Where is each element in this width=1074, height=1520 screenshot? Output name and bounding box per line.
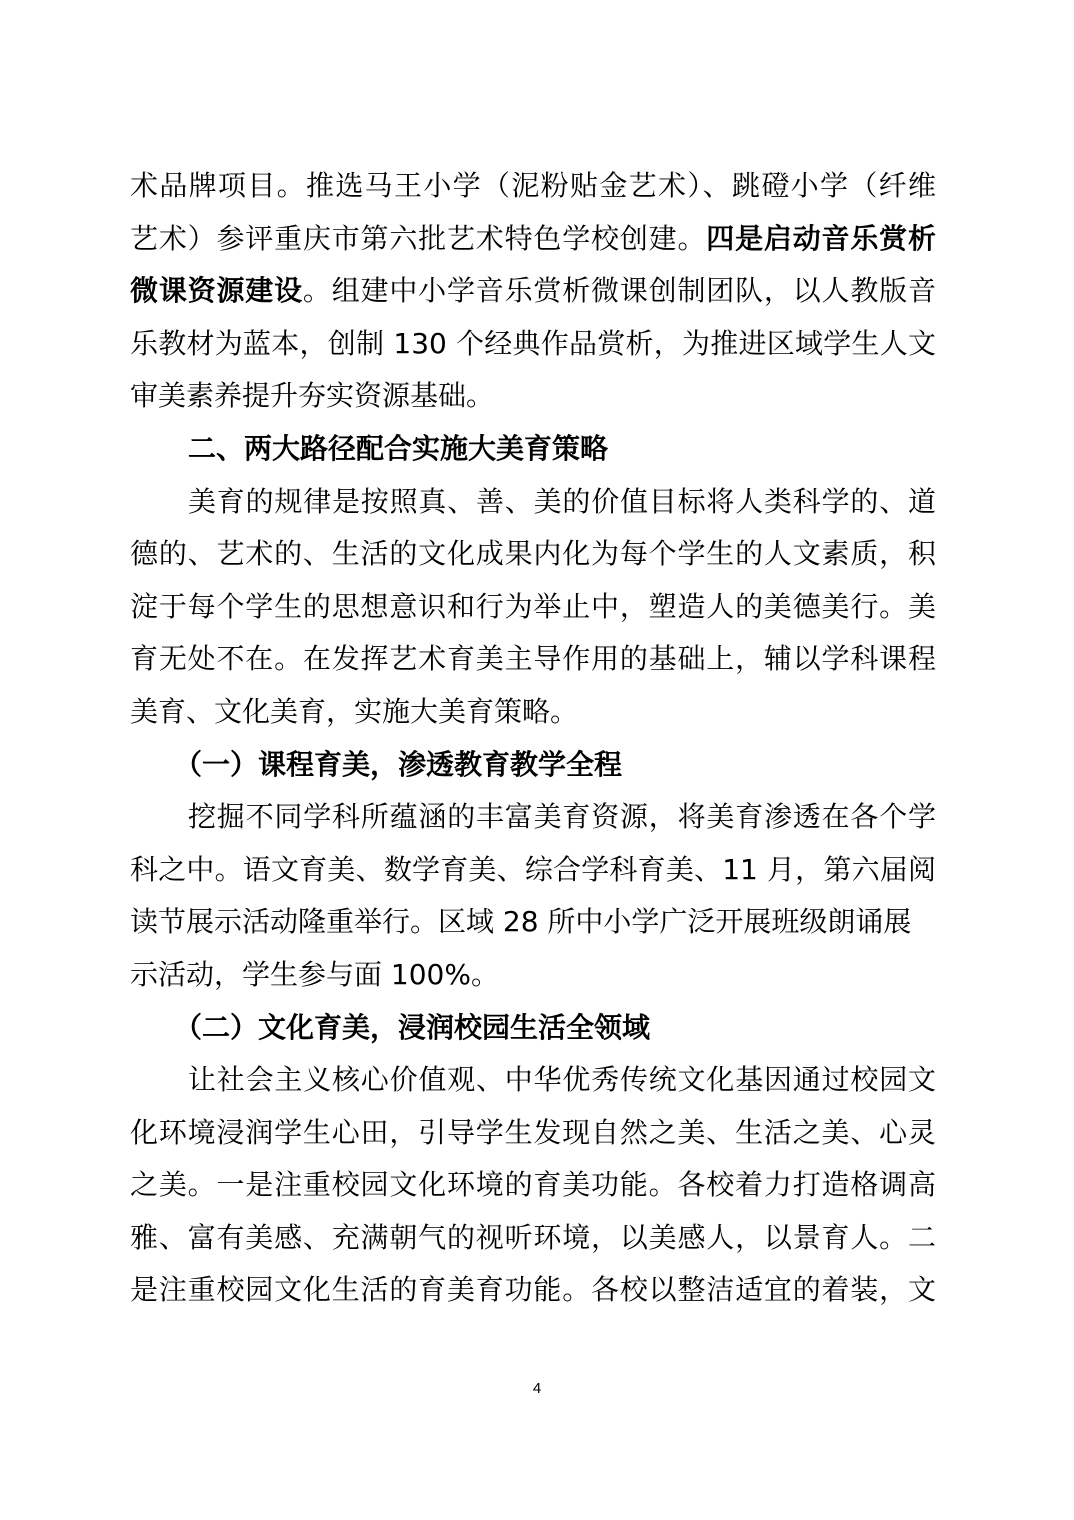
text-segment: 挖掘不同学科所蕴涵的丰富美育资源，将美育渗透在各个学: [188, 800, 936, 834]
text-line: [130, 318, 936, 371]
text-line: [130, 949, 936, 1002]
text-segment: （二）文化育美，浸润校园生活全领域: [174, 1010, 651, 1044]
text-line: [130, 370, 936, 423]
text-line: [130, 265, 936, 318]
text-segment: （一）课程育美，渗透教育教学全程: [174, 747, 623, 781]
text-line: [130, 1054, 936, 1107]
text-line: [130, 160, 936, 213]
text-segment: 之美。一是注重校园文化环境的育美功能。各校着力打造格调高: [130, 1168, 936, 1202]
text-segment: 化环境浸润学生心田，引导学生发现自然之美、生活之美、心灵: [130, 1115, 936, 1149]
section-heading: [130, 739, 936, 792]
text-line: [130, 476, 936, 529]
text-segment: 美育、文化美育，实施大美育策略。: [130, 694, 579, 728]
text-segment: 是注重校园文化生活的育美育功能。各校以整洁适宜的着装，文: [130, 1273, 936, 1307]
text-segment: 艺术）参评重庆市第六批艺术特色学校创建。: [130, 221, 707, 255]
text-line: [130, 686, 936, 739]
text-segment: 德的、艺术的、生活的文化成果内化为每个学生的人文素质，积: [130, 537, 936, 571]
section-heading: [130, 423, 936, 476]
section-heading: [130, 1002, 936, 1055]
text-segment: 科之中。语文育美、数学育美、综合学科育美、11 月，第六届阅: [130, 852, 936, 886]
text-line: [130, 528, 936, 581]
text-line: [130, 844, 936, 897]
text-segment: 让社会主义核心价值观、中华优秀传统文化基因通过校园文: [188, 1063, 936, 1097]
text-line: [130, 791, 936, 844]
page-number: 4: [532, 1380, 542, 1397]
bold-text: 四是启动音乐赏析: [706, 221, 936, 255]
text-segment: 。组建中小学音乐赏析微课创制团队，以人教版音: [302, 274, 936, 308]
text-line: [130, 1107, 936, 1160]
text-segment: 雅、富有美感、充满朝气的视听环境，以美感人，以景育人。二: [130, 1220, 936, 1254]
text-segment: 术品牌项目。推选马王小学（泥粉贴金艺术）、跳磴小学（纤维: [130, 169, 936, 202]
text-segment: 读节展示活动隆重举行。区域 28 所中小学广泛开展班级朗诵展: [130, 905, 912, 939]
document-body: [130, 160, 936, 1317]
text-line: [130, 213, 936, 266]
text-segment: 二、两大路径配合实施大美育策略: [188, 431, 609, 465]
text-segment: 淀于每个学生的思想意识和行为举止中，塑造人的美德美行。美: [130, 589, 936, 623]
text-line: [130, 1159, 936, 1212]
text-line: [130, 581, 936, 634]
text-line: [130, 633, 936, 686]
bold-text: 微课资源建设: [130, 274, 303, 308]
text-segment: 审美素养提升夯实资源基础。: [130, 379, 495, 413]
text-segment: 育无处不在。在发挥艺术育美主导作用的基础上，辅以学科课程: [130, 642, 936, 676]
text-segment: 美育的规律是按照真、善、美的价值目标将人类科学的、道: [188, 484, 936, 518]
text-line: [130, 1212, 936, 1265]
text-segment: 示活动，学生参与面 100%。: [130, 957, 499, 991]
text-line: [130, 1264, 936, 1317]
text-line: [130, 896, 936, 949]
text-segment: 乐教材为蓝本，创制 130 个经典作品赏析，为推进区域学生人文: [130, 326, 936, 360]
